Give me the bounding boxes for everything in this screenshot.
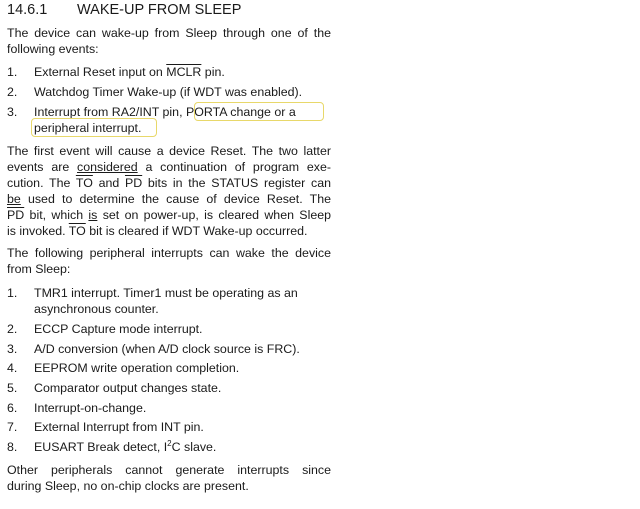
para1-line-6 (7, 223, 307, 239)
para1-l6a: is invoked. (7, 224, 69, 238)
para1-l5c: is (88, 208, 98, 222)
para1-l3a: cution. The (7, 176, 76, 190)
para1-line-1: The first event will cause a device Reset. The two latter (7, 144, 331, 158)
peripheral-item-3: A/D conversion (when A/D clock source is FRC). (34, 342, 300, 356)
event-1-text: External Reset input on (34, 65, 167, 79)
peripheral-item-1: TMR1 interrupt. Timer1 must be operating as an (34, 286, 298, 300)
peripheral-item-4: EEPROM write operation completion. (34, 361, 240, 375)
peripheral-item-5: Comparator output changes state. (34, 381, 222, 395)
event-3-text: Interrupt from RA2/INT pin, (34, 105, 186, 119)
para1-l2a: events are (7, 160, 78, 174)
peripheral-8-superscript: 2 (167, 439, 172, 448)
closing-line-2: during Sleep, no on-chip clocks are present. (7, 479, 249, 493)
para1-l6c: bit is cleared if WDT Wake-up occurred. (85, 224, 308, 238)
peripheral-8-text: EUSART Break detect, I (34, 440, 168, 454)
peripheral-number-2: 2. (7, 322, 18, 336)
peripheral-item-1-cont: asynchronous counter. (34, 302, 159, 316)
event-3-highlight-a: PORTA change or a (185, 105, 296, 119)
section-heading (7, 1, 241, 19)
para1-l2b: considered (77, 160, 138, 174)
peripheral-8-suffix: C slave. (171, 440, 217, 454)
closing-line-1: Other peripherals cannot generate interrupts since (7, 463, 331, 477)
event-item-2: Watchdog Timer Wake-up (if WDT was enabled). (34, 85, 303, 99)
peripheral-item-7: External Interrupt from INT pin. (34, 420, 204, 434)
peripheral-item-8 (34, 439, 216, 455)
para1-l3c: and (92, 176, 125, 190)
para1-pd-2: $\overline{PD}$ (7, 208, 25, 222)
peripheral-item-2: ECCP Capture mode interrupt. (34, 322, 203, 336)
peripheral-number-3: 3. (7, 342, 18, 356)
para1-l4a: be (7, 192, 21, 206)
para1-line-5 (7, 207, 331, 223)
para1-pd: $\overline{PD}$ (124, 176, 143, 190)
peripheral-number-6: 6. (7, 401, 18, 415)
section-number: 14.6.1 (7, 2, 48, 18)
peripheral-number-5: 5. (7, 381, 18, 395)
event-item-3-cont: peripheral interrupt. (34, 121, 142, 135)
event-item-3 (34, 104, 296, 120)
peripheral-item-6: Interrupt-on-change. (34, 401, 147, 415)
peripheral-number-7: 7. (7, 420, 18, 434)
event-number-2: 2. (7, 85, 18, 99)
intro-line-2: following events: (7, 42, 99, 56)
para2-line-2: from Sleep: (7, 262, 71, 276)
para1-line-4 (7, 191, 331, 207)
event-1-suffix: pin. (201, 65, 225, 79)
event-item-1 (34, 64, 225, 80)
para1-to-2: $\overline{TO}$ (68, 224, 86, 238)
para1-l2c: a continuation of program exe- (137, 160, 331, 174)
peripheral-number-1: 1. (7, 286, 18, 300)
event-number-1: 1. (7, 65, 18, 79)
para1-line-3 (7, 175, 331, 191)
para2-line-1: The following peripheral interrupts can wake the device (7, 246, 331, 260)
peripheral-number-8: 8. (7, 440, 18, 454)
event-number-3: 3. (7, 105, 18, 119)
para1-l4b: used to determine the cause of device Reset. The (20, 192, 331, 206)
para1-l5d: set on power-up, is cleared when Sleep (97, 208, 331, 222)
para1-line-2 (7, 159, 331, 175)
para1-l3e: bits in the STATUS register can (142, 176, 332, 190)
event-1-mclr: MCLR (166, 65, 202, 79)
section-title: WAKE-UP FROM SLEEP (77, 2, 242, 18)
intro-line-1: The device can wake-up from Sleep through one of the (7, 26, 331, 40)
para1-to: $\overline{TO}$ (75, 176, 93, 190)
peripheral-number-4: 4. (7, 361, 18, 375)
para1-l5b: bit, which (24, 208, 89, 222)
